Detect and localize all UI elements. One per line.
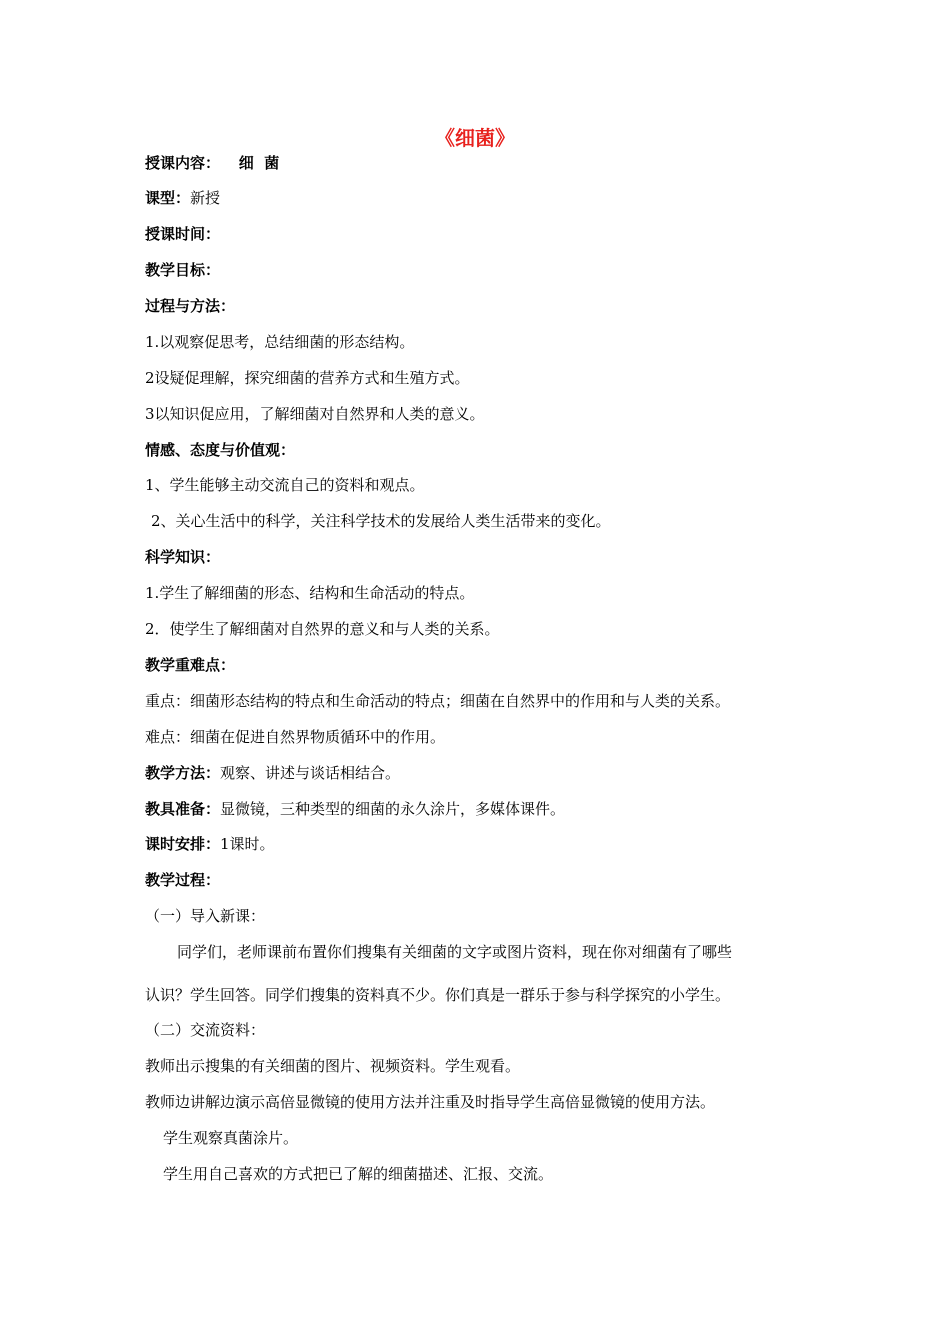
key-point-text: 重点：细菌形态结构的特点和生命活动的特点；细菌在自然界中的作用和与人类的关系。 bbox=[145, 692, 731, 710]
teaching-goals-label: 教学目标： bbox=[145, 261, 221, 279]
class-hours-label: 课时安排： bbox=[145, 835, 221, 853]
paragraph-line: 学生观察真菌涂片。 bbox=[163, 1129, 299, 1147]
section-heading: （一）导入新课： bbox=[145, 907, 266, 925]
process-methods-item: 1.以观察促思考，总结细菌的形态结构。 bbox=[145, 333, 415, 351]
teaching-process-label: 教学过程： bbox=[145, 871, 221, 889]
paragraph-line: 学生用自己喜欢的方式把已了解的细菌描述、汇报、交流。 bbox=[163, 1165, 554, 1183]
course-content-label: 授课内容： bbox=[145, 154, 221, 172]
teaching-aids-label: 教具准备： bbox=[145, 800, 221, 818]
paragraph-line: 教师边讲解边演示高倍显微镜的使用方法并注重及时指导学生高倍显微镜的使用方法。 bbox=[145, 1093, 716, 1111]
teaching-aids-value: 显微镜，三种类型的细菌的永久涂片，多媒体课件。 bbox=[220, 800, 566, 818]
lesson-type-line bbox=[145, 187, 825, 209]
lesson-type-label: 课型： bbox=[145, 189, 191, 207]
class-hours-line bbox=[145, 833, 825, 855]
document-title: 《细菌》 bbox=[435, 126, 515, 150]
emotion-values-item: 2、关心生活中的科学，关注科学技术的发展给人类生活带来的变化。 bbox=[151, 512, 611, 530]
teaching-method-line bbox=[145, 762, 825, 784]
emotion-values-label: 情感、态度与价值观： bbox=[145, 441, 296, 459]
teaching-time-label: 授课时间： bbox=[145, 225, 221, 243]
course-content-value: 细 菌 bbox=[238, 154, 280, 172]
science-knowledge-item: 2．使学生了解细菌对自然界的意义和与人类的关系。 bbox=[145, 620, 500, 638]
process-methods-label: 过程与方法： bbox=[145, 297, 236, 315]
teaching-aids-line bbox=[145, 798, 825, 820]
process-methods-item: 3以知识促应用，了解细菌对自然界和人类的意义。 bbox=[145, 405, 485, 423]
section-heading: （二）交流资料： bbox=[145, 1021, 266, 1039]
emotion-values-item: 1、学生能够主动交流自己的资料和观点。 bbox=[145, 476, 425, 494]
teaching-method-label: 教学方法： bbox=[145, 764, 221, 782]
process-methods-item: 2设疑促理解，探究细菌的营养方式和生殖方式。 bbox=[145, 369, 470, 387]
class-hours-value: 1课时。 bbox=[220, 835, 275, 853]
science-knowledge-item: 1.学生了解细菌的形态、结构和生命活动的特点。 bbox=[145, 584, 475, 602]
paragraph-line: 同学们，老师课前布置你们搜集有关细菌的文字或图片资料，现在你对细菌有了哪些 bbox=[177, 943, 733, 961]
science-knowledge-label: 科学知识： bbox=[145, 548, 221, 566]
lesson-type-value: 新授 bbox=[190, 189, 221, 207]
paragraph-line: 认识？学生回答。同学们搜集的资料真不少。你们真是一群乐于参与科学探究的小学生。 bbox=[145, 986, 731, 1004]
difficult-point-text: 难点：细菌在促进自然界物质循环中的作用。 bbox=[145, 728, 446, 746]
paragraph-line: 教师出示搜集的有关细菌的图片、视频资料。学生观看。 bbox=[145, 1057, 521, 1075]
key-difficult-label: 教学重难点： bbox=[145, 656, 236, 674]
course-content-line bbox=[145, 152, 825, 174]
teaching-method-value: 观察、讲述与谈话相结合。 bbox=[220, 764, 401, 782]
